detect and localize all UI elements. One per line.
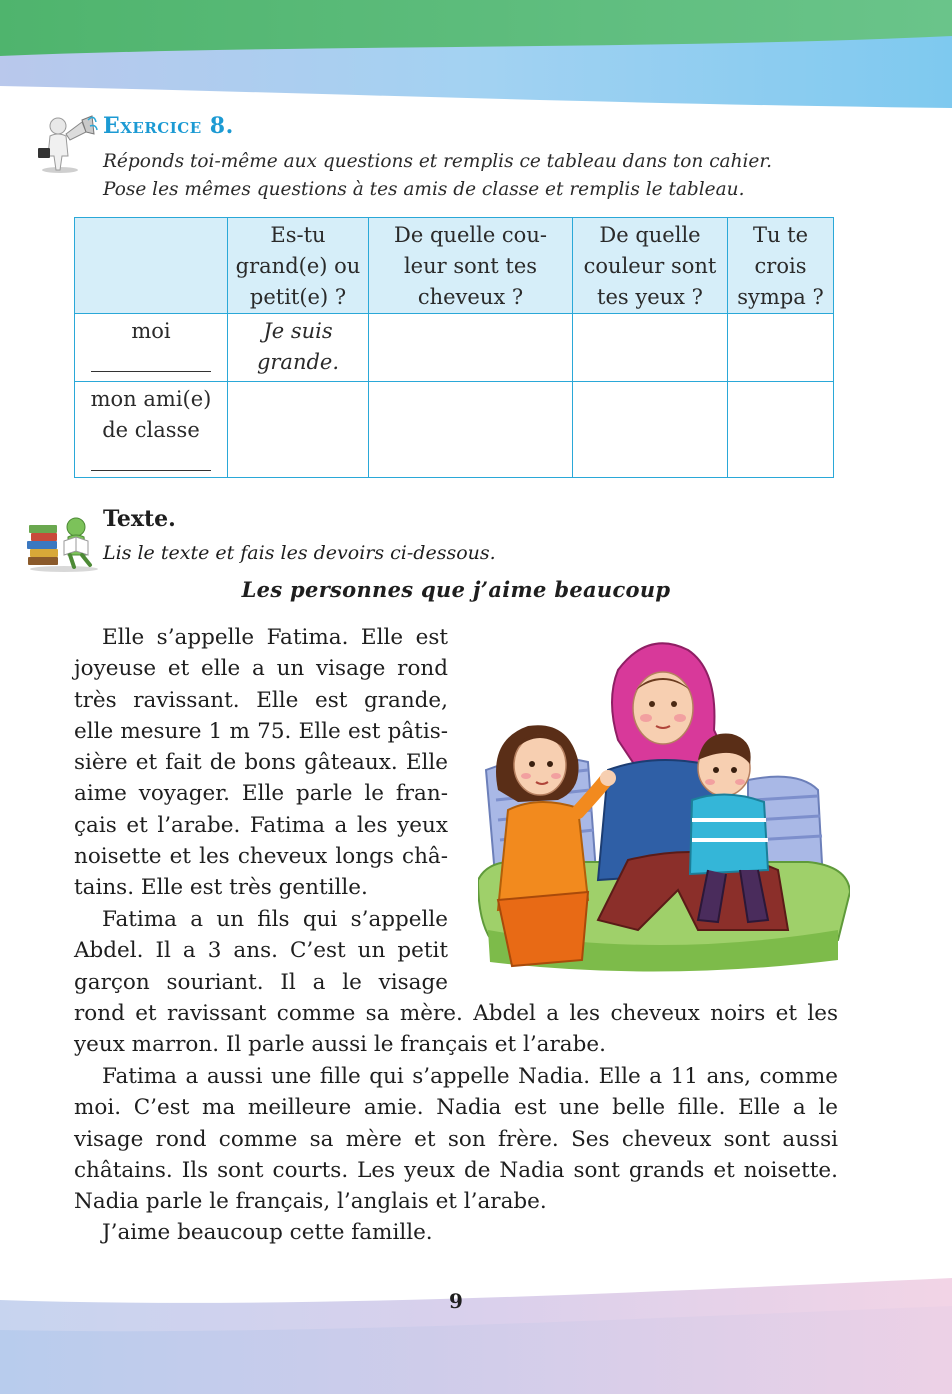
story-line: yeux marron. Il parle aussi le français et l’arabe. xyxy=(74,1032,606,1058)
row-label: mon ami(e) xyxy=(90,387,212,411)
row-label-cell xyxy=(75,382,228,478)
header-line: petit(e) ? xyxy=(249,285,347,309)
answer-line: Je suis xyxy=(263,319,333,343)
story-paragraph xyxy=(74,1061,838,1217)
header-line: crois xyxy=(754,254,807,278)
table-cell xyxy=(728,382,834,478)
header-line: De quelle cou- xyxy=(394,223,547,247)
table-header-cell xyxy=(573,218,728,314)
story-line: châtains. Ils sont courts. Les yeux de Nadia sont grands et noisette. xyxy=(74,1157,838,1183)
header-line: Es-tu xyxy=(270,223,326,247)
story-title: Les personnes que j’aime beaucoup xyxy=(241,577,671,602)
instruction-line: Réponds toi-même aux questions et remplis ce tableau dans ton cahier. xyxy=(103,151,773,172)
text-section-title: Texte. xyxy=(103,506,176,532)
table-cell xyxy=(369,382,573,478)
header-line: sympa ? xyxy=(737,285,824,309)
table-cell xyxy=(573,382,728,478)
exercise-table xyxy=(74,217,834,478)
row-label-cell xyxy=(75,314,228,382)
story-line: moi. C’est ma meilleure amie. Nadia est une belle fille. Elle a le xyxy=(74,1095,838,1121)
table-cell xyxy=(728,314,834,382)
story-line: sière et fait de bons gâteaux. Elle xyxy=(74,750,448,776)
blank-line xyxy=(91,347,211,372)
header-decoration xyxy=(0,0,952,110)
figure-reading-books-icon xyxy=(24,513,100,573)
table-corner-cell xyxy=(75,218,228,314)
header-line: De quelle xyxy=(599,223,701,247)
blank-line xyxy=(91,446,211,471)
table-cell xyxy=(228,382,369,478)
story-line: aime voyager. Elle parle le fran- xyxy=(74,781,448,807)
figure-with-megaphone-icon xyxy=(36,112,98,174)
table-header-cell xyxy=(228,218,369,314)
header-line: couleur sont xyxy=(583,254,717,278)
table-row xyxy=(75,314,834,382)
story-paragraph-continued xyxy=(74,998,838,1061)
table-header-cell xyxy=(728,218,834,314)
header-line: grand(e) ou xyxy=(235,254,361,278)
header-line: Tu te xyxy=(752,223,809,247)
table-cell xyxy=(369,314,573,382)
story-line: Nadia parle le français, l’anglais et l’arabe. xyxy=(74,1189,547,1215)
table-header-cell xyxy=(369,218,573,314)
instruction-line: Pose les mêmes questions à tes amis de classe et remplis le tableau. xyxy=(103,179,745,200)
story-line: rond et ravissant comme sa mère. Abdel a les cheveux noirs et les xyxy=(74,1001,838,1026)
story-line: Fatima a un fils qui s’appelle xyxy=(102,907,448,932)
exercise-instructions xyxy=(103,148,863,204)
row-label: moi xyxy=(131,319,171,343)
story-line: Elle s’appelle Fatima. Elle est xyxy=(102,625,448,650)
family-illustration xyxy=(478,630,850,982)
story-line: çais et l’arabe. Fatima a les yeux xyxy=(74,812,448,838)
page-number: 9 xyxy=(449,1289,463,1313)
story-line: Fatima a aussi une fille qui s’appelle Nadia. Elle a 11 ans, comme xyxy=(102,1064,838,1089)
row-label: de classe xyxy=(102,418,200,442)
story-line: noisette et les cheveux longs châ- xyxy=(74,844,448,870)
table-cell xyxy=(228,314,369,382)
story-line: joyeuse et elle a un visage rond xyxy=(74,656,448,682)
text-section-instruction: Lis le texte et fais les devoirs ci-dessous. xyxy=(103,542,496,564)
story-paragraph xyxy=(74,1217,838,1248)
table-row xyxy=(75,382,834,478)
story-line: elle mesure 1 m 75. Elle est pâtis- xyxy=(74,718,448,744)
story-line: visage rond comme sa mère et son frère. Ses cheveux sont aussi xyxy=(74,1126,838,1152)
table-cell xyxy=(573,314,728,382)
story-line: garçon souriant. Il a le visage xyxy=(74,969,448,995)
story-line: très ravissant. Elle est grande, xyxy=(74,687,448,713)
exercise-title: Exercice 8. xyxy=(103,113,234,139)
header-line: cheveux ? xyxy=(417,285,524,309)
header-line: tes yeux ? xyxy=(597,285,703,309)
story-paragraph xyxy=(74,622,448,904)
story-line: tains. Elle est très gentille. xyxy=(74,875,368,901)
table-header-row xyxy=(75,218,834,314)
story-line: Abdel. Il a 3 ans. C’est un petit xyxy=(74,938,448,964)
answer-line: grande. xyxy=(256,350,340,374)
story-line: J’aime beaucoup cette famille. xyxy=(102,1220,433,1245)
story-paragraph xyxy=(74,904,448,998)
header-line: leur sont tes xyxy=(403,254,538,278)
